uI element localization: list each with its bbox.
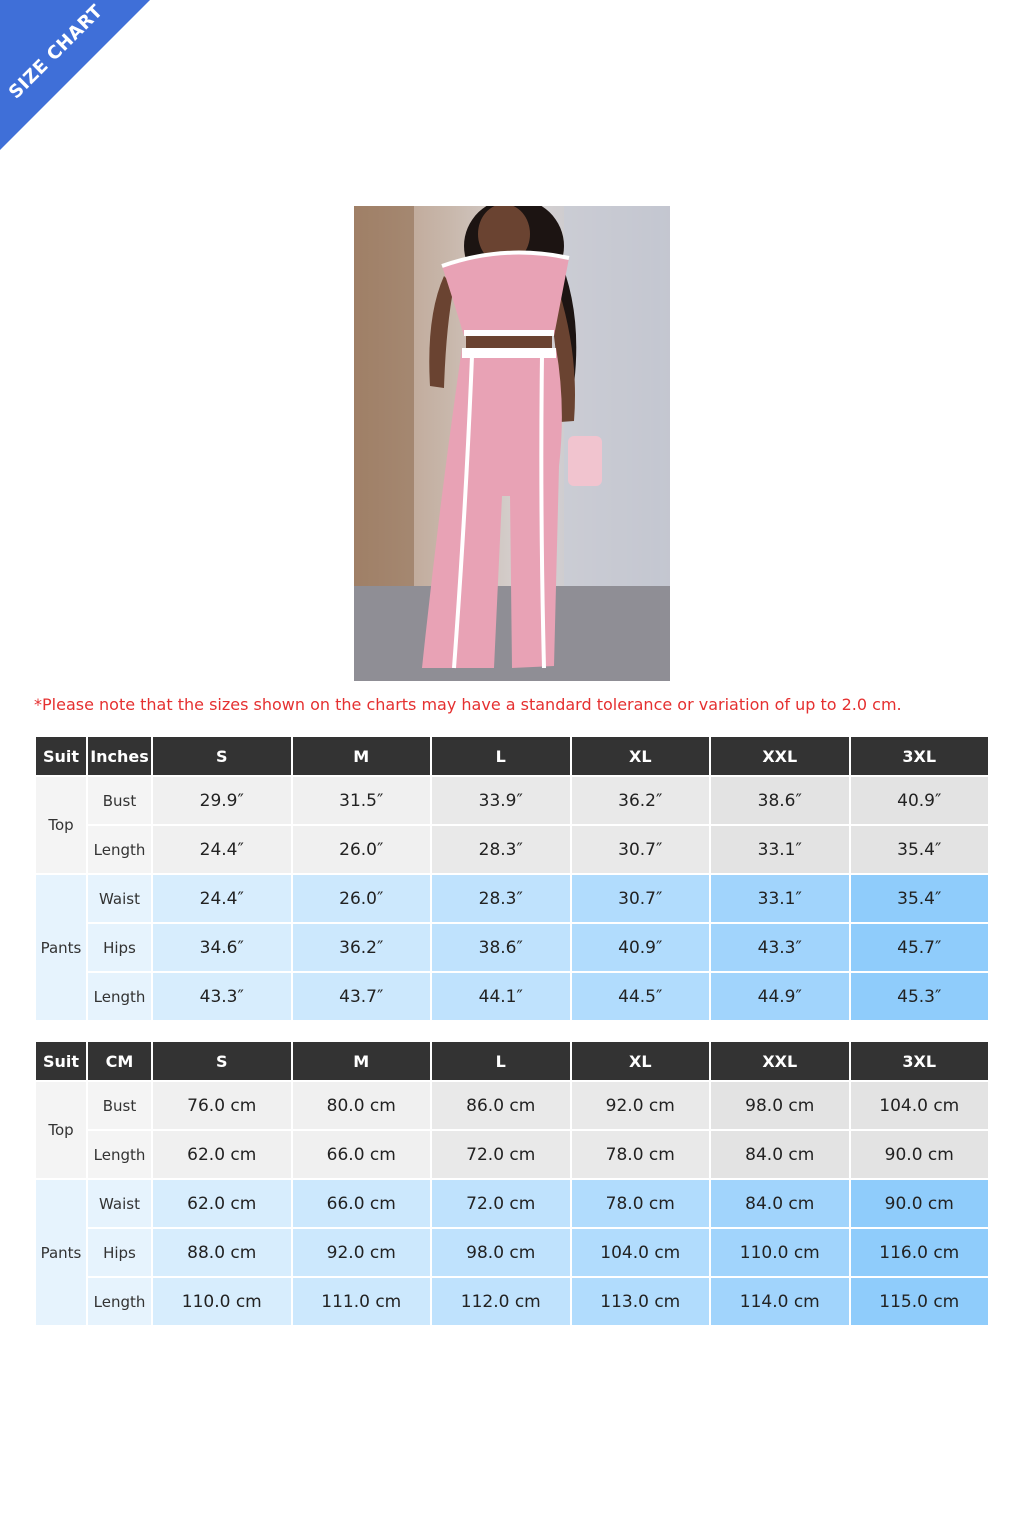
table-cell: 78.0 cm (572, 1180, 710, 1227)
header-unit: CM (88, 1042, 151, 1080)
table-row (36, 1180, 988, 1227)
table-cell: 116.0 cm (851, 1229, 989, 1276)
header-size: XXL (711, 1042, 849, 1080)
table-cell: 44.9″ (711, 973, 849, 1020)
table-row (36, 973, 988, 1020)
header-size: S (153, 1042, 291, 1080)
group-label-top: Top (36, 777, 86, 873)
table-cell: 45.7″ (851, 924, 989, 971)
row-label: Waist (88, 875, 151, 922)
size-chart-corner-banner (0, 0, 150, 150)
table-cell: 92.0 cm (293, 1229, 431, 1276)
table-row (36, 777, 988, 824)
table-cell: 92.0 cm (572, 1082, 710, 1129)
table-cell: 78.0 cm (572, 1131, 710, 1178)
group-label-pants: Pants (36, 875, 86, 1020)
table-cell: 33.1″ (711, 875, 849, 922)
table-row (36, 1229, 988, 1276)
table-cell: 30.7″ (572, 826, 710, 873)
table-cell: 43.3″ (153, 973, 291, 1020)
header-size: XL (572, 737, 710, 775)
header-size: M (293, 737, 431, 775)
row-label: Waist (88, 1180, 151, 1227)
header-size: 3XL (851, 1042, 989, 1080)
group-label-pants: Pants (36, 1180, 86, 1325)
header-suit: Suit (36, 737, 86, 775)
table-cell: 30.7″ (572, 875, 710, 922)
row-label: Hips (88, 1229, 151, 1276)
table-cell: 90.0 cm (851, 1131, 989, 1178)
table-cell: 38.6″ (432, 924, 570, 971)
table-cell: 86.0 cm (432, 1082, 570, 1129)
table-row (36, 826, 988, 873)
table-row (36, 1278, 988, 1325)
table-cell: 98.0 cm (711, 1082, 849, 1129)
table-row (36, 924, 988, 971)
table-cell: 110.0 cm (711, 1229, 849, 1276)
table-cell: 26.0″ (293, 826, 431, 873)
row-label: Length (88, 1278, 151, 1325)
table-cell: 34.6″ (153, 924, 291, 971)
header-size: S (153, 737, 291, 775)
model-photo (354, 206, 670, 681)
table-cell: 84.0 cm (711, 1180, 849, 1227)
table-cell: 43.3″ (711, 924, 849, 971)
table-header-row (36, 737, 988, 775)
tolerance-note: *Please note that the sizes shown on the charts may have a standard tolerance or variation of up to 2.0 cm. (34, 695, 902, 714)
corner-label: SIZE CHART (4, 0, 108, 104)
table-cell: 28.3″ (432, 826, 570, 873)
table-cell: 43.7″ (293, 973, 431, 1020)
table-cell: 90.0 cm (851, 1180, 989, 1227)
table-cell: 76.0 cm (153, 1082, 291, 1129)
header-suit: Suit (36, 1042, 86, 1080)
row-label: Length (88, 973, 151, 1020)
table-cell: 29.9″ (153, 777, 291, 824)
table-cell: 35.4″ (851, 875, 989, 922)
table-cell: 104.0 cm (851, 1082, 989, 1129)
header-size: L (432, 1042, 570, 1080)
row-label: Hips (88, 924, 151, 971)
table-cell: 80.0 cm (293, 1082, 431, 1129)
table-row (36, 875, 988, 922)
table-cell: 35.4″ (851, 826, 989, 873)
model-photo-icon (354, 206, 670, 681)
table-row (36, 1131, 988, 1178)
table-cell: 44.1″ (432, 973, 570, 1020)
table-cell: 104.0 cm (572, 1229, 710, 1276)
table-cell: 45.3″ (851, 973, 989, 1020)
table-cell: 24.4″ (153, 826, 291, 873)
table-cell: 111.0 cm (293, 1278, 431, 1325)
table-cell: 28.3″ (432, 875, 570, 922)
header-unit: Inches (88, 737, 151, 775)
row-label: Bust (88, 777, 151, 824)
header-size: L (432, 737, 570, 775)
table-cell: 36.2″ (572, 777, 710, 824)
table-cell: 33.9″ (432, 777, 570, 824)
size-table-cm (34, 1040, 990, 1327)
table-cell: 72.0 cm (432, 1131, 570, 1178)
table-cell: 40.9″ (851, 777, 989, 824)
header-size: 3XL (851, 737, 989, 775)
table-cell: 44.5″ (572, 973, 710, 1020)
table-cell: 40.9″ (572, 924, 710, 971)
row-label: Length (88, 826, 151, 873)
row-label: Length (88, 1131, 151, 1178)
table-cell: 88.0 cm (153, 1229, 291, 1276)
size-table-inches (34, 735, 990, 1022)
table-cell: 36.2″ (293, 924, 431, 971)
table-cell: 84.0 cm (711, 1131, 849, 1178)
table-cell: 114.0 cm (711, 1278, 849, 1325)
table-cell: 33.1″ (711, 826, 849, 873)
table-cell: 98.0 cm (432, 1229, 570, 1276)
table-row (36, 1082, 988, 1129)
table-cell: 31.5″ (293, 777, 431, 824)
table-cell: 38.6″ (711, 777, 849, 824)
table-cell: 66.0 cm (293, 1180, 431, 1227)
group-label-top: Top (36, 1082, 86, 1178)
header-size: XL (572, 1042, 710, 1080)
table-cell: 110.0 cm (153, 1278, 291, 1325)
table-cell: 115.0 cm (851, 1278, 989, 1325)
row-label: Bust (88, 1082, 151, 1129)
header-size: M (293, 1042, 431, 1080)
header-size: XXL (711, 737, 849, 775)
table-cell: 62.0 cm (153, 1180, 291, 1227)
table-cell: 72.0 cm (432, 1180, 570, 1227)
table-cell: 113.0 cm (572, 1278, 710, 1325)
table-cell: 112.0 cm (432, 1278, 570, 1325)
table-cell: 62.0 cm (153, 1131, 291, 1178)
table-cell: 66.0 cm (293, 1131, 431, 1178)
table-cell: 24.4″ (153, 875, 291, 922)
table-cell: 26.0″ (293, 875, 431, 922)
table-header-row (36, 1042, 988, 1080)
